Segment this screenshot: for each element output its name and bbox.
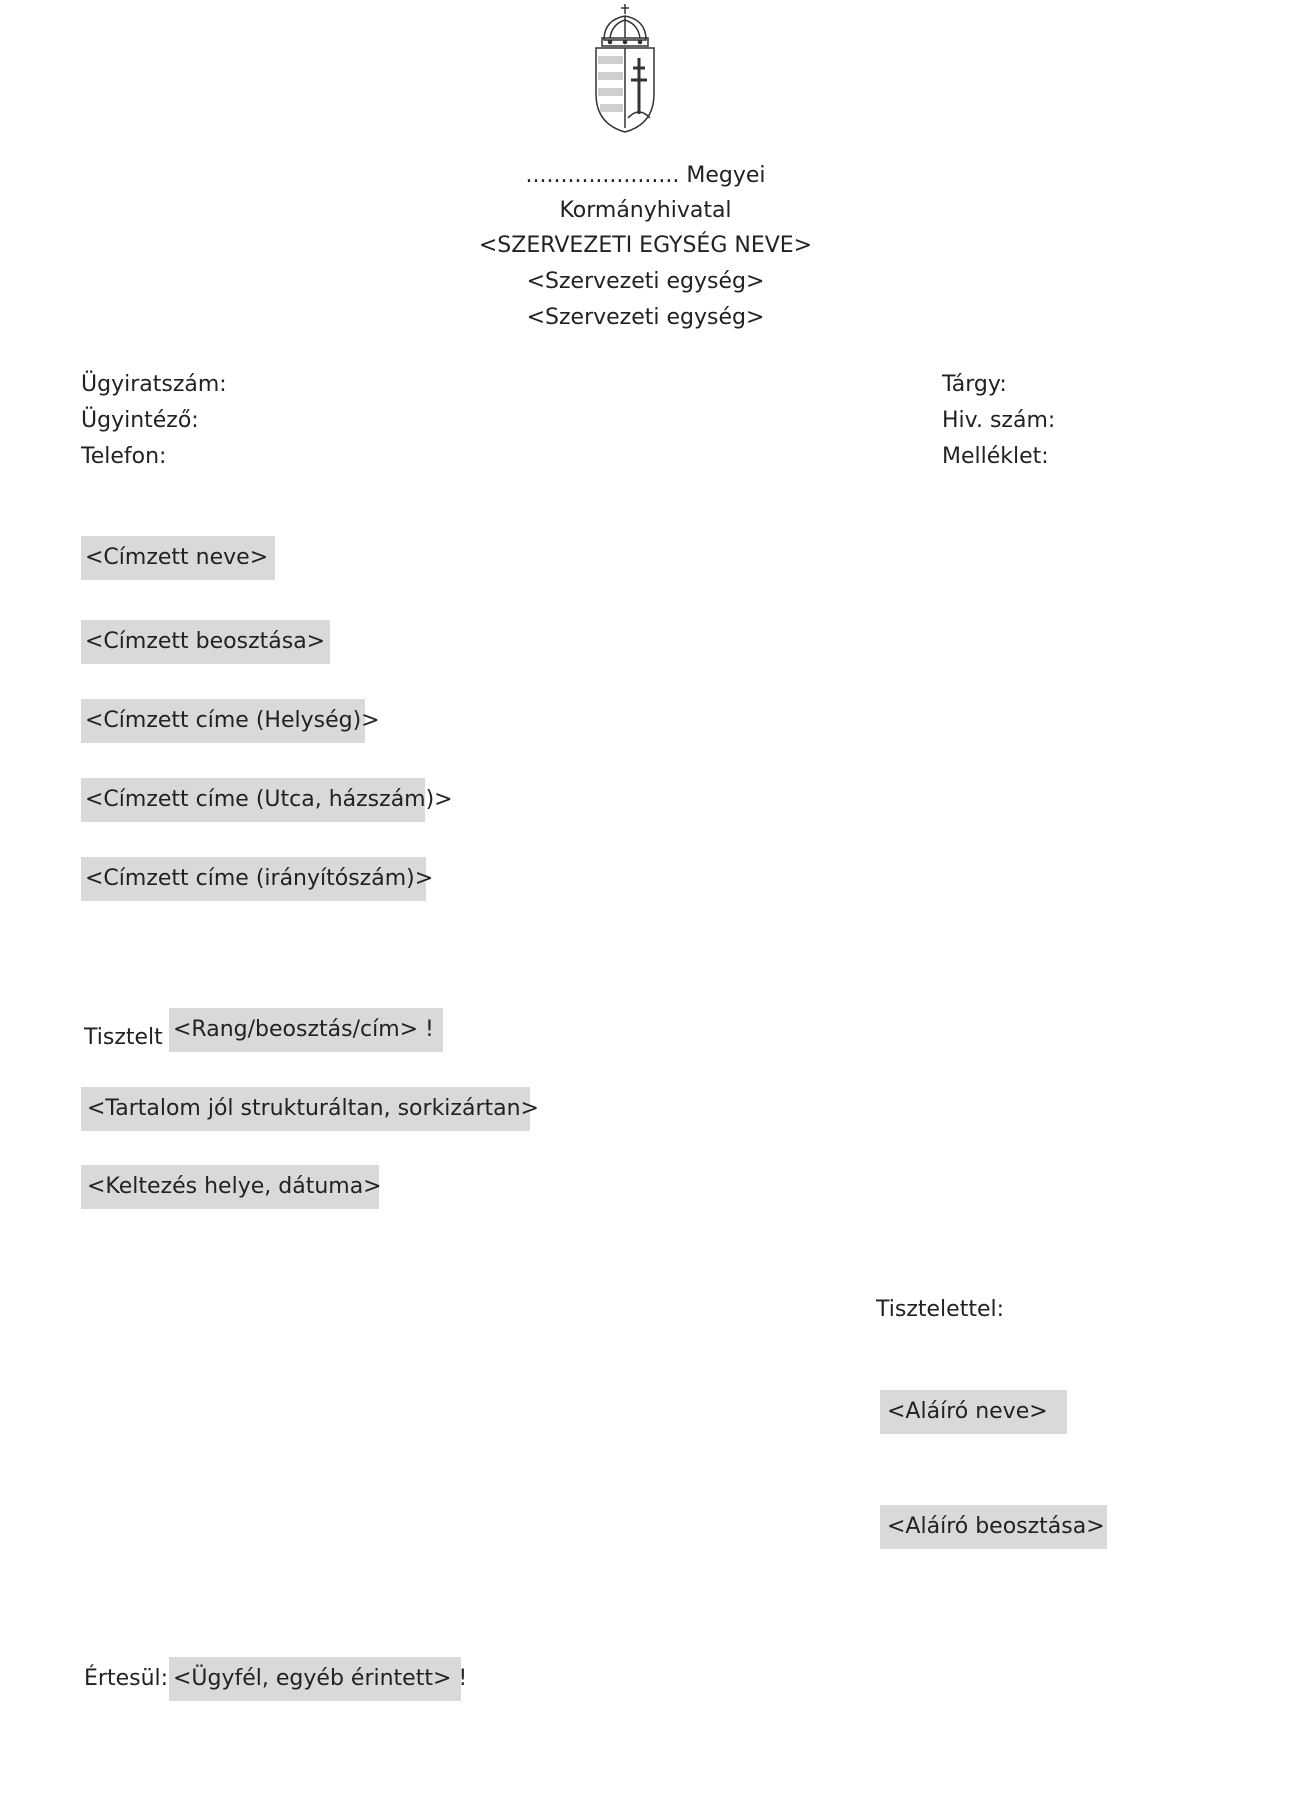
- recipient-street-field[interactable]: <Címzett címe (Utca, házszám)>: [81, 778, 425, 822]
- header-subunit-1: <Szervezeti egység>: [526, 269, 765, 294]
- salutation-prefix: Tisztelt: [84, 1025, 163, 1050]
- signer-name-field[interactable]: <Aláíró neve>: [880, 1390, 1067, 1434]
- holy-crown-icon: [602, 4, 648, 46]
- recipient-name-field[interactable]: <Címzett neve>: [81, 536, 275, 580]
- subject-label: Tárgy:: [942, 372, 1007, 397]
- coat-of-arms-logo: [590, 2, 660, 134]
- phone-label: Telefon:: [81, 444, 167, 469]
- notify-field[interactable]: <Ügyfél, egyéb érintett> !: [169, 1657, 461, 1701]
- recipient-zip-field[interactable]: <Címzett címe (irányítószám)>: [81, 857, 426, 901]
- case-number-label: Ügyiratszám:: [81, 372, 227, 397]
- header-office-name: Kormányhivatal: [559, 198, 732, 223]
- recipient-position-field[interactable]: <Címzett beosztása>: [81, 620, 330, 664]
- signer-position-field[interactable]: <Aláíró beosztása>: [880, 1505, 1107, 1549]
- notify-prefix: Értesül:: [84, 1666, 169, 1691]
- reference-number-label: Hiv. szám:: [942, 408, 1056, 433]
- header-county-line: ...................... Megyei: [525, 163, 766, 188]
- case-officer-label: Ügyintéző:: [81, 408, 199, 433]
- header-subunit-2: <Szervezeti egység>: [526, 305, 765, 330]
- closing-text: Tisztelettel:: [876, 1297, 1005, 1322]
- shield-icon: [596, 48, 654, 132]
- header-unit-name: <SZERVEZETI EGYSÉG NEVE>: [478, 233, 813, 258]
- dating-field[interactable]: <Keltezés helye, dátuma>: [81, 1165, 379, 1209]
- attachment-label: Melléklet:: [942, 444, 1049, 469]
- salutation-field[interactable]: <Rang/beosztás/cím> !: [169, 1008, 443, 1052]
- recipient-city-field[interactable]: <Címzett címe (Helység)>: [81, 699, 365, 743]
- content-field[interactable]: <Tartalom jól strukturáltan, sorkizártan>: [81, 1087, 530, 1131]
